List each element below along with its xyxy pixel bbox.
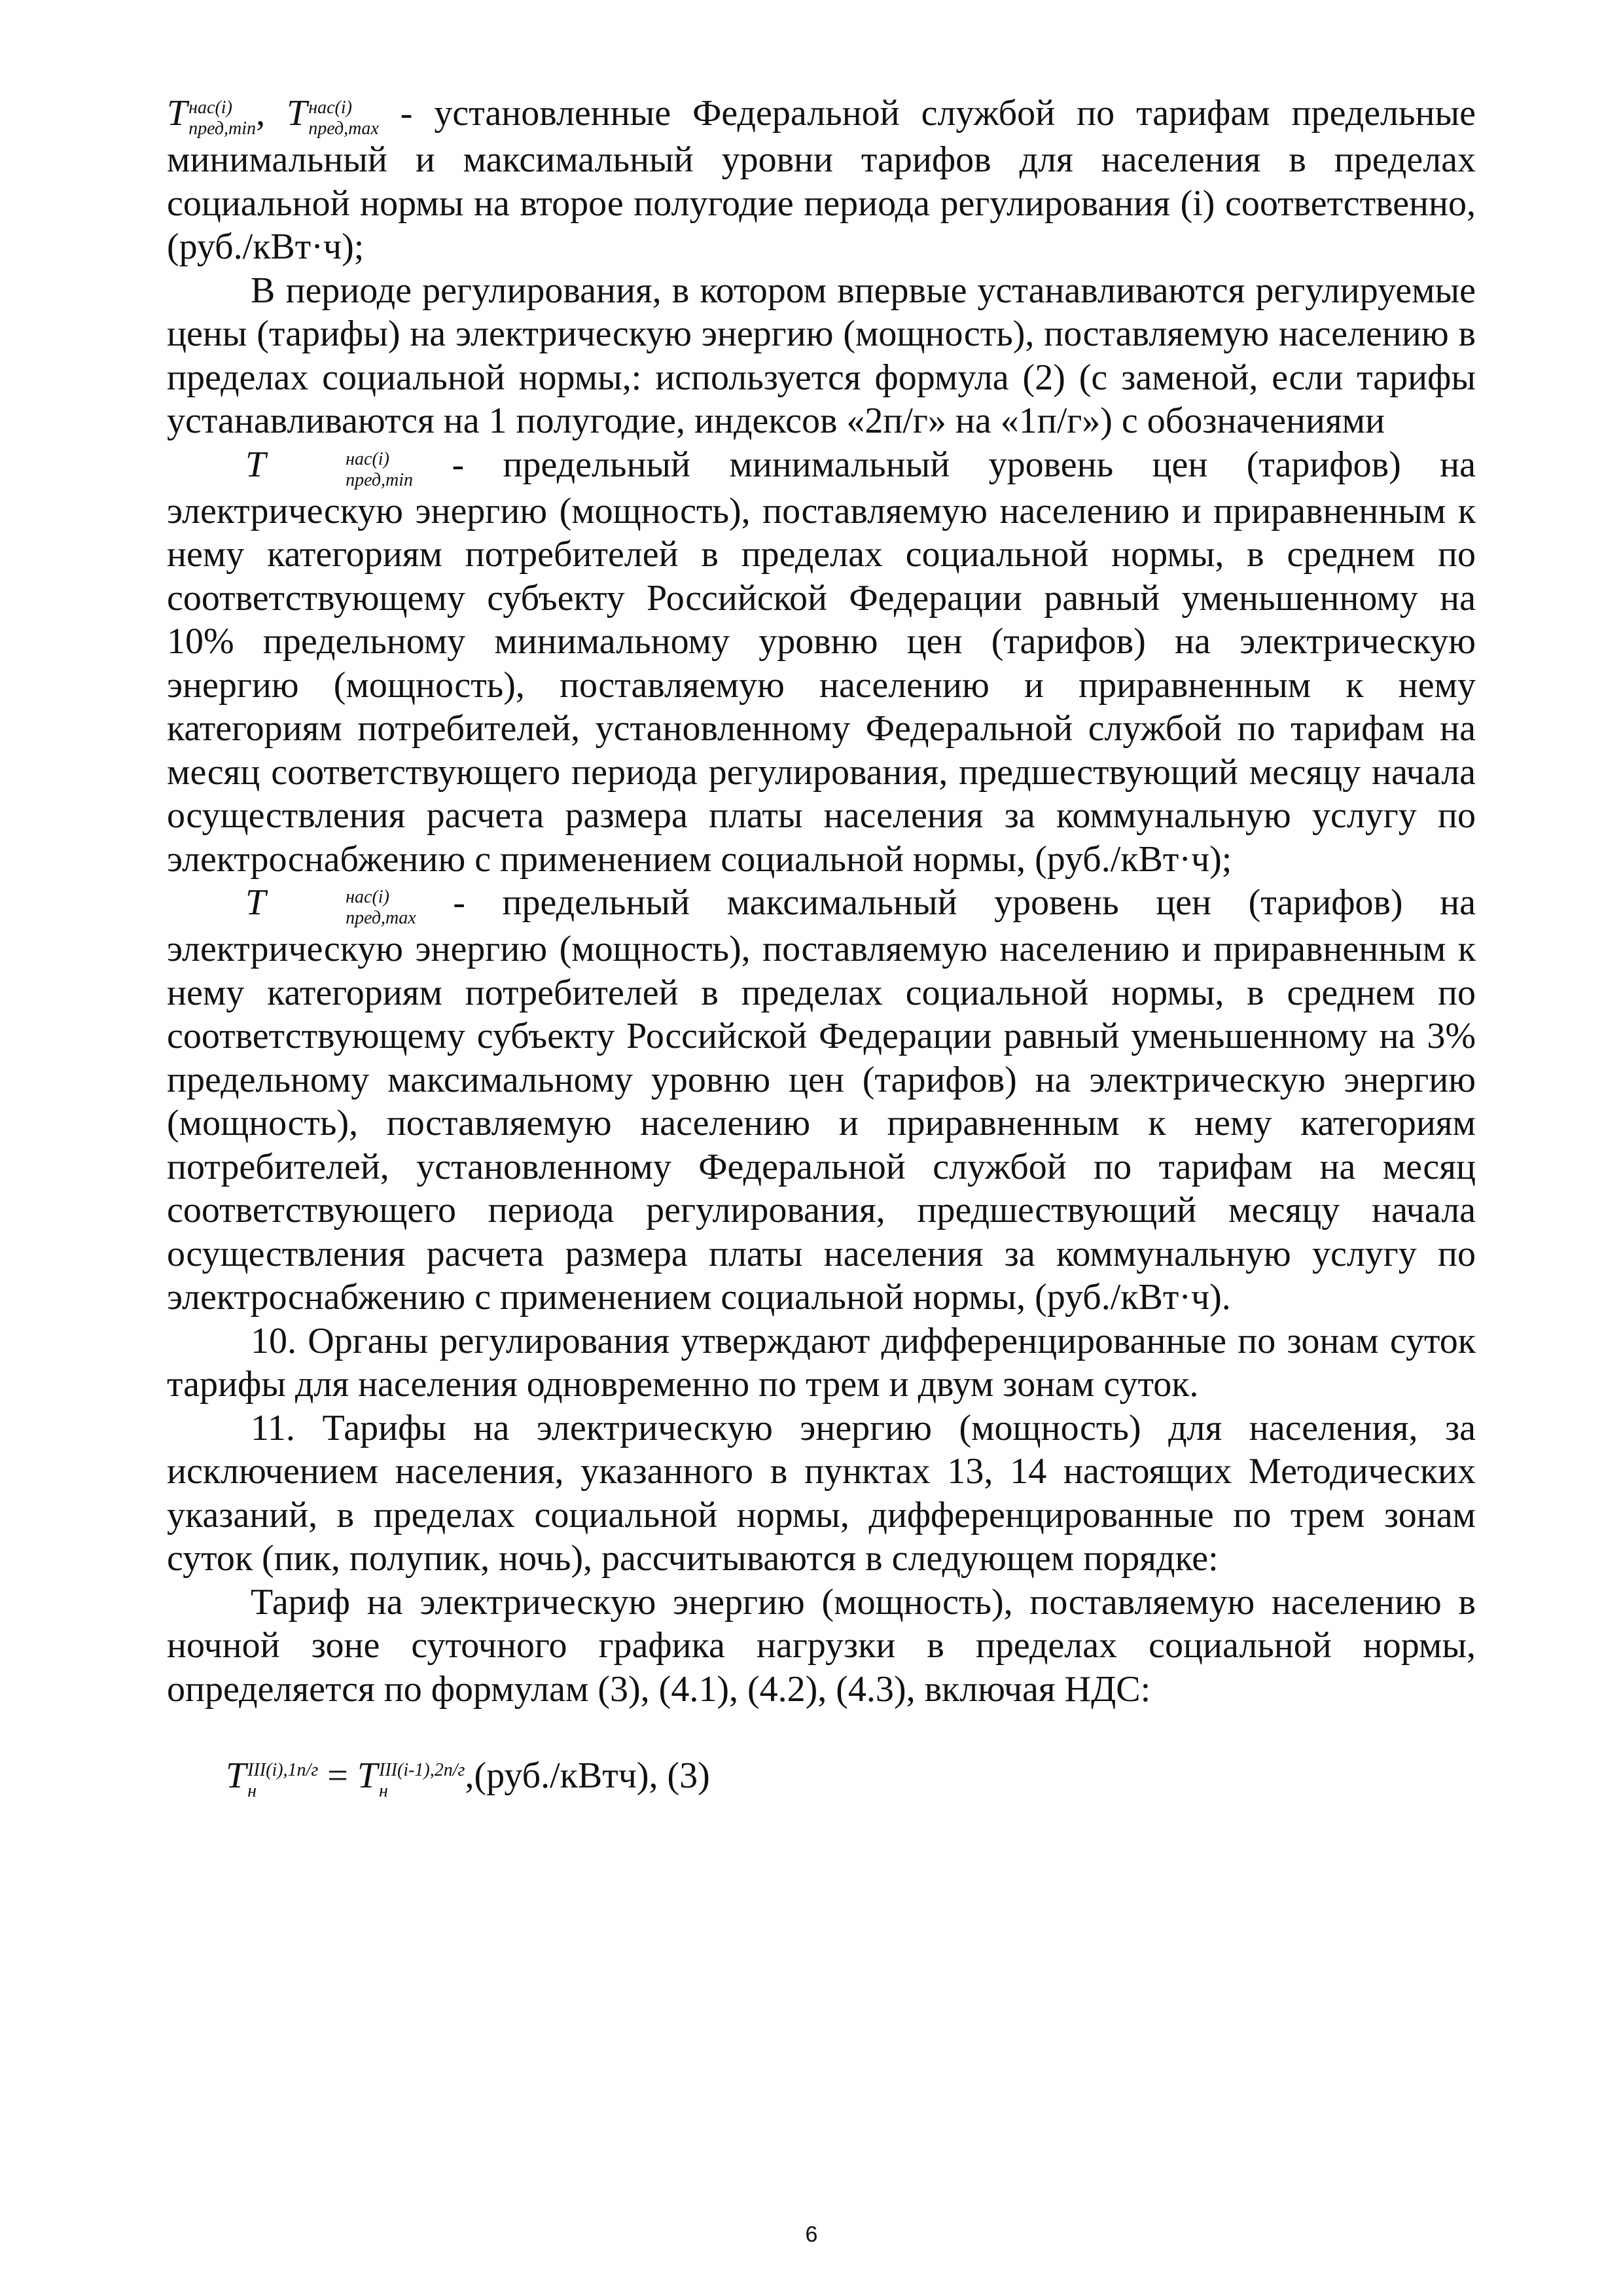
symbol-t-n-1pg: T III(i),1п/г н xyxy=(226,1755,319,1801)
definition-min-tariff xyxy=(167,443,1476,882)
definition-max-tariff xyxy=(167,881,1476,1319)
page-number: 6 xyxy=(805,2222,818,2247)
formula-units: ,(руб./кВтч), (3) xyxy=(465,1755,710,1796)
paragraph-11: 11. Тарифы на электрическую энергию (мощность) для населения, за исключением населения, указанного в пунктах 13, 14 настоящих Методических указаний, в пределах социальной нормы, дифференцированные по трем зонам суток (пик, полупик, ночь), рассчитываются в следующем порядке: xyxy=(167,1407,1476,1579)
formula-3: T III(i),1п/г н = T III(i-1),2п/г н ,(руб./кВтч), (3) xyxy=(226,1755,710,1801)
paragraph-limits-definition: T нас(i) пред,min , T нас(i) пред,max - установленные Федеральной службой по тарифам предельные минимальный и максимальный уровни тарифов для населения в пределах социальной нормы на второе полугодие периода регулирования (i) соответственно, (руб./кВт·ч); xyxy=(167,93,1476,267)
definition-text: - предельный минимальный уровень цен (тарифов) на электрическую энергию (мощность), поставляемую населению и приравненным к нему категориям потребителей в пределах социальной нормы, в среднем по соответствующему субъекту Российской Федерации равный уменьшенному на 10% предельному минимальному уровню цен (тарифов) на электрическую энергию (мощность), поставляемую населению и приравненным к нему категориям потребителей, установленному Федеральной службой по тарифам на месяц соответствующего периода регулирования, предшествующий месяцу начала осуществления расчета размера платы населения за коммунальную услугу по электроснабжению с применением социальной нормы, (руб./кВт·ч); xyxy=(167,444,1476,880)
document-body xyxy=(167,92,1476,1801)
symbol-t-pred-min: T нас(i) пред,min xyxy=(245,444,414,490)
paragraph-10: 10. Органы регулирования утверждают дифференцированные по зонам суток тарифы для населения одновременно по трем и двум зонам суток. xyxy=(167,1320,1476,1405)
paragraph-first-period: В периоде регулирования, в котором впервые устанавливаются регулируемые цены (тарифы) на электрическую энергию (мощность), поставляемую населению в пределах социальной нормы,: используется формула (2) (с заменой, если тарифы устанавливаются на 1 полугодие, индексов «2п/г» на «1п/г») с обозначениями xyxy=(167,270,1476,441)
paragraph-night-tariff: Тариф на электрическую энергию (мощность), поставляемую населению в ночной зоне суточного графика нагрузки в пределах социальной нормы, определяется по формулам (3), (4.1), (4.2), (4.3), включая НДС: xyxy=(167,1581,1476,1710)
definition-text: - предельный максимальный уровень цен (тарифов) на электрическую энергию (мощность), поставляемую населению и приравненным к нему категориям потребителей в пределах социальной нормы, в среднем по соответствующему субъекту Российской Федерации равный уменьшенному на 3% предельному максимальному уровню цен (тарифов) на электрическую энергию (мощность), поставляемую населению и приравненным к нему категориям потребителей, установленному Федеральной службой по тарифам на месяц соответствующего периода регулирования, предшествующий месяцу начала осуществления расчета размера платы населения за коммунальную услугу по электроснабжению с применением социальной нормы, (руб./кВт·ч). xyxy=(167,882,1476,1318)
symbol-t-pred-min: T нас(i) пред,min xyxy=(167,93,257,139)
symbol-t-n-2pg: T III(i-1),2п/г н xyxy=(357,1755,465,1801)
symbol-t-pred-max: T нас(i) пред,max xyxy=(287,93,379,139)
symbol-t-pred-max: T нас(i) пред,max xyxy=(245,882,416,928)
paragraph-text: - установленные Федеральной службой по тарифам предельные минимальный и максимальный уровни тарифов для населения в пределах социальной нормы на второе полугодие периода регулирования (i) соответственно, (руб./кВт·ч); xyxy=(167,93,1476,267)
